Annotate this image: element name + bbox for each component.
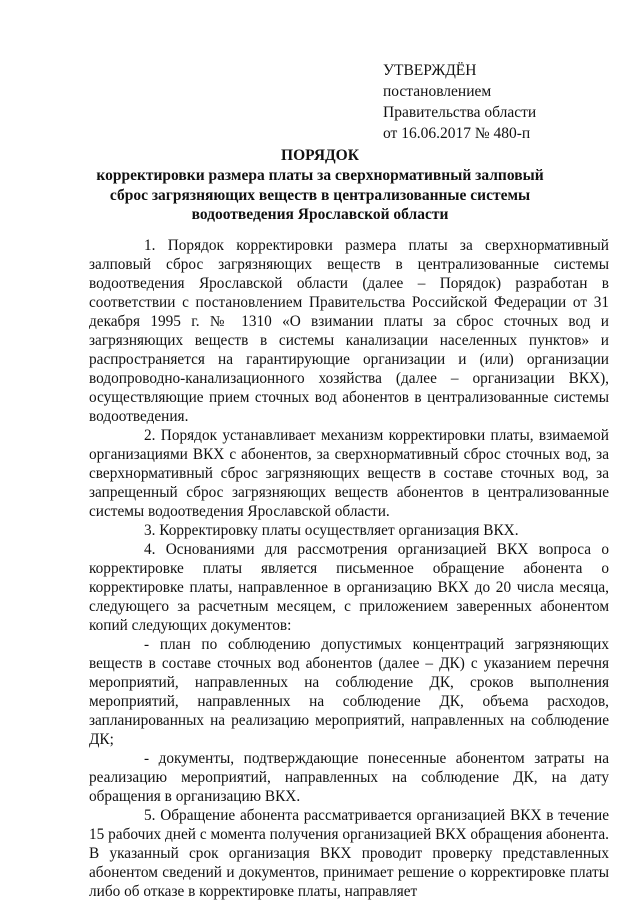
list-item-plan: - план по соблюдению допустимых концентраций загрязняющих веществ в составе сточных вод абонентов (далее – ДК) с указанием перечня мероприятий, направленных на соблюдение ДК, сроков выполнения мероприятий, направленных на соблюдение ДК, объема расходов, запланированных на реализацию мероприятий, направленных на соблюдение ДК; [89, 636, 609, 748]
document-title: ПОРЯДОК [281, 147, 359, 164]
paragraph-5: 5. Обращение абонента рассматривается организацией ВКХ в течение 15 рабочих дней с момента получения организацией ВКХ обращения абонента. В указанный срок организация ВКХ проводит проверку представленных абонентом сведений и документов, принимает решение о корректировке платы либо об отказе в корректировке платы, направляет [89, 807, 609, 900]
document-body [89, 236, 609, 901]
paragraph-1: 1. Порядок корректировки размера платы за сверхнормативный залповый сброс загрязняющих веществ в централизованные системы водоотведения Ярославской области (далее – Порядок) разработан в соответствии с постановлением Правительства Российской Федерации от 31 декабря 1995 г. № 1310 «О взимании платы за сброс сточных вод и загрязняющих веществ в системы канализации населенных пунктов» и распространяется на гарантирующие организации и (или) организации водопроводно-канализационного хозяйства (далее – организации ВКХ), осуществляющие прием сточных вод абонентов в централизованные системы водоотведения. [89, 237, 609, 425]
paragraph-3: 3. Корректировку платы осуществляет организация ВКХ. [144, 522, 519, 539]
approval-line: Правительства области [383, 104, 537, 121]
approval-line: постановлением [383, 83, 492, 100]
approval-line: УТВЕРЖДЁН [383, 62, 477, 79]
document-subtitle: корректировки размера платы за сверхнормативный залповый сброс загрязняющих веществ в централизованные системы водоотведения Ярославской области [96, 167, 544, 223]
paragraph-4: 4. Основаниями для рассмотрения организацией ВКХ вопроса о корректировке платы является письменное обращение абонента о корректировке платы, направленное в организацию ВКХ до 20 числа месяца, следующего за расчетным месяцем, с приложением заверенных абонентом копий следующих документов: [89, 541, 609, 634]
approval-stamp [383, 60, 536, 144]
paragraph-2: 2. Порядок устанавливает механизм корректировки платы, взимаемой организациями ВКХ с абонентов, за сверхнормативный сброс сточных вод, за сверхнормативный сброс загрязняющих веществ в составе сточных вод, за запрещенный сброс загрязняющих веществ абонентов в централизованные системы водоотведения Ярославской области. [89, 427, 609, 520]
approval-date: от 16.06.2017 № 480-п [383, 125, 531, 142]
list-item-documents: - документы, подтверждающие понесенные абонентом затраты на реализацию мероприятий, направленных на соблюдение ДК, на дату обращения в организацию ВКХ. [89, 750, 609, 805]
